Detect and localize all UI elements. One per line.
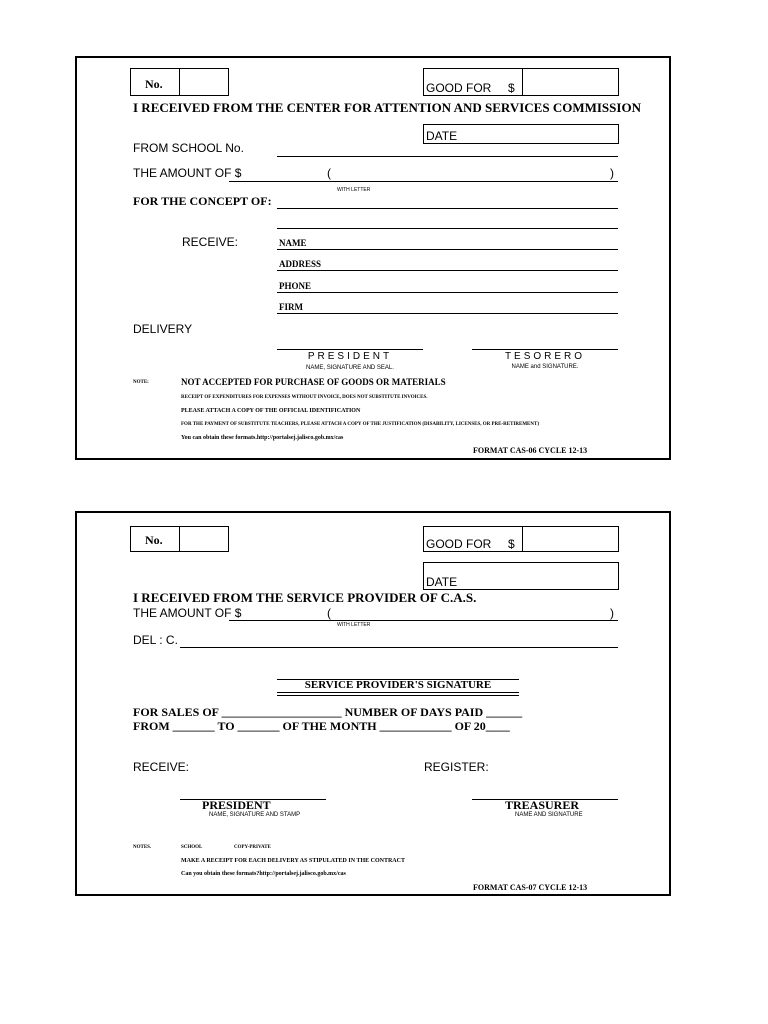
phone-line[interactable]: [277, 292, 618, 293]
receipt-form-cas-06: [75, 56, 671, 460]
date-label: DATE: [426, 575, 458, 589]
president-label: PRESIDENT: [307, 351, 393, 362]
good-for-label: GOOD FOR: [426, 537, 492, 551]
amount-line[interactable]: [229, 181, 618, 182]
number-field[interactable]: [179, 527, 228, 551]
form2-heading: I RECEIVED FROM THE SERVICE PROVIDER OF C.A.S.: [133, 590, 477, 605]
del-line[interactable]: [180, 647, 618, 648]
note-line-2: Can you obtain these formats?http://portalsej.jalisco.gob.mx/cas: [181, 871, 346, 877]
notes-label: NOTES.: [133, 845, 152, 850]
concept-line-1[interactable]: [277, 208, 618, 209]
form1-heading: I RECEIVED FROM THE CENTER FOR ATTENTION AND SERVICES COMMISSION: [133, 100, 641, 115]
good-for-label: GOOD FOR: [426, 81, 492, 95]
firm-label: FIRM: [279, 302, 303, 312]
president-caption: NAME, SIGNATURE AND SEAL.: [306, 365, 394, 371]
number-label: No.: [145, 533, 163, 547]
note-main: NOT ACCEPTED FOR PURCHASE OF GOODS OR MATERIALS: [181, 377, 446, 387]
receive-label: RECEIVE:: [182, 235, 239, 249]
note-line-1: RECEIPT OF EXPENDITURES FOR EXPENSES WITHOUT INVOICE, DOES NOT SUBSTITUTE INVOICES.: [181, 395, 428, 400]
good-for-dollar: $: [508, 81, 515, 95]
note-line-3: FOR THE PAYMENT OF SUBSTITUTE TEACHERS, PLEASE ATTACH A COPY OF THE JUSTIFICATION (DISABILITY, LICENSES, OR PRE-RETIREMENT): [181, 422, 539, 427]
date-box[interactable]: [423, 124, 619, 144]
date-label: DATE: [426, 129, 458, 143]
treasurer-label: TREASURER: [505, 798, 580, 812]
format-label: FORMAT CAS-07 CYCLE 12-13: [473, 883, 588, 892]
amount-paren-open: (: [327, 166, 331, 180]
concept-label: FOR THE CONCEPT OF:: [133, 194, 272, 208]
president-label: PRESIDENT: [202, 798, 271, 812]
good-for-amount-field[interactable]: [522, 69, 618, 95]
president-caption: NAME, SIGNATURE AND STAMP: [209, 812, 301, 818]
del-label: DEL : C.: [133, 633, 178, 647]
amount-paren-close: ): [610, 606, 614, 620]
receive-label: RECEIVE:: [133, 760, 190, 774]
register-label: REGISTER:: [424, 760, 489, 774]
delivery-label: DELIVERY: [133, 322, 193, 336]
president-signature-line[interactable]: [277, 349, 423, 350]
address-label: ADDRESS: [279, 259, 322, 269]
from-school-line[interactable]: [277, 156, 618, 157]
treasurer-caption: NAME AND SIGNATURE: [515, 812, 583, 818]
from-school-label: FROM SCHOOL No.: [133, 141, 244, 155]
school-label: SCHOOL: [181, 845, 203, 850]
provider-signature-underline: [277, 692, 519, 696]
with-letter-caption: WITH LETTER: [337, 622, 371, 628]
amount-label: THE AMOUNT OF $: [133, 166, 242, 180]
number-field[interactable]: [179, 68, 229, 96]
copy-private-label: COPY-PRIVATE: [234, 845, 271, 850]
good-for-amount-field[interactable]: [522, 527, 618, 551]
firm-line[interactable]: [277, 313, 618, 314]
receipt-form-cas-07: [75, 511, 671, 896]
concept-line-2[interactable]: [277, 228, 618, 229]
from-to-line: FROM _______ TO _______ OF THE MONTH ____________ OF 20____: [133, 719, 510, 733]
format-label: FORMAT CAS-06 CYCLE 12-13: [473, 446, 588, 455]
amount-line[interactable]: [229, 620, 618, 621]
note-line-4: You can obtain these formats.http://portalsej.jalisco.gob.mx/cas: [181, 435, 344, 441]
amount-label: THE AMOUNT OF $: [133, 606, 242, 620]
tesorero-caption: NAME and SIGNATURE.: [511, 364, 579, 370]
phone-label: PHONE: [279, 281, 312, 291]
amount-paren-close: ): [610, 166, 614, 180]
name-line[interactable]: [277, 249, 618, 250]
provider-signature-label: SERVICE PROVIDER'S SIGNATURE: [304, 679, 492, 691]
number-label: No.: [145, 77, 163, 91]
sales-line: FOR SALES OF ____________________ NUMBER OF DAYS PAID ______: [133, 705, 523, 719]
with-letter-caption: WITH LETTER: [337, 187, 371, 193]
amount-paren-open: (: [327, 606, 331, 620]
note-line-1: MAKE A RECEIPT FOR EACH DELIVERY AS STIPULATED IN THE CONTRACT: [181, 858, 405, 864]
note-line-2: PLEASE ATTACH A COPY OF THE OFFICIAL IDENTIFICATION: [181, 408, 361, 414]
note-label: NOTE:: [133, 380, 149, 385]
good-for-dollar: $: [508, 537, 515, 551]
tesorero-signature-line[interactable]: [472, 349, 618, 350]
name-label: NAME: [279, 238, 307, 248]
tesorero-label: TESORERO: [504, 351, 586, 362]
date-box[interactable]: [423, 562, 619, 590]
address-line[interactable]: [277, 270, 618, 271]
